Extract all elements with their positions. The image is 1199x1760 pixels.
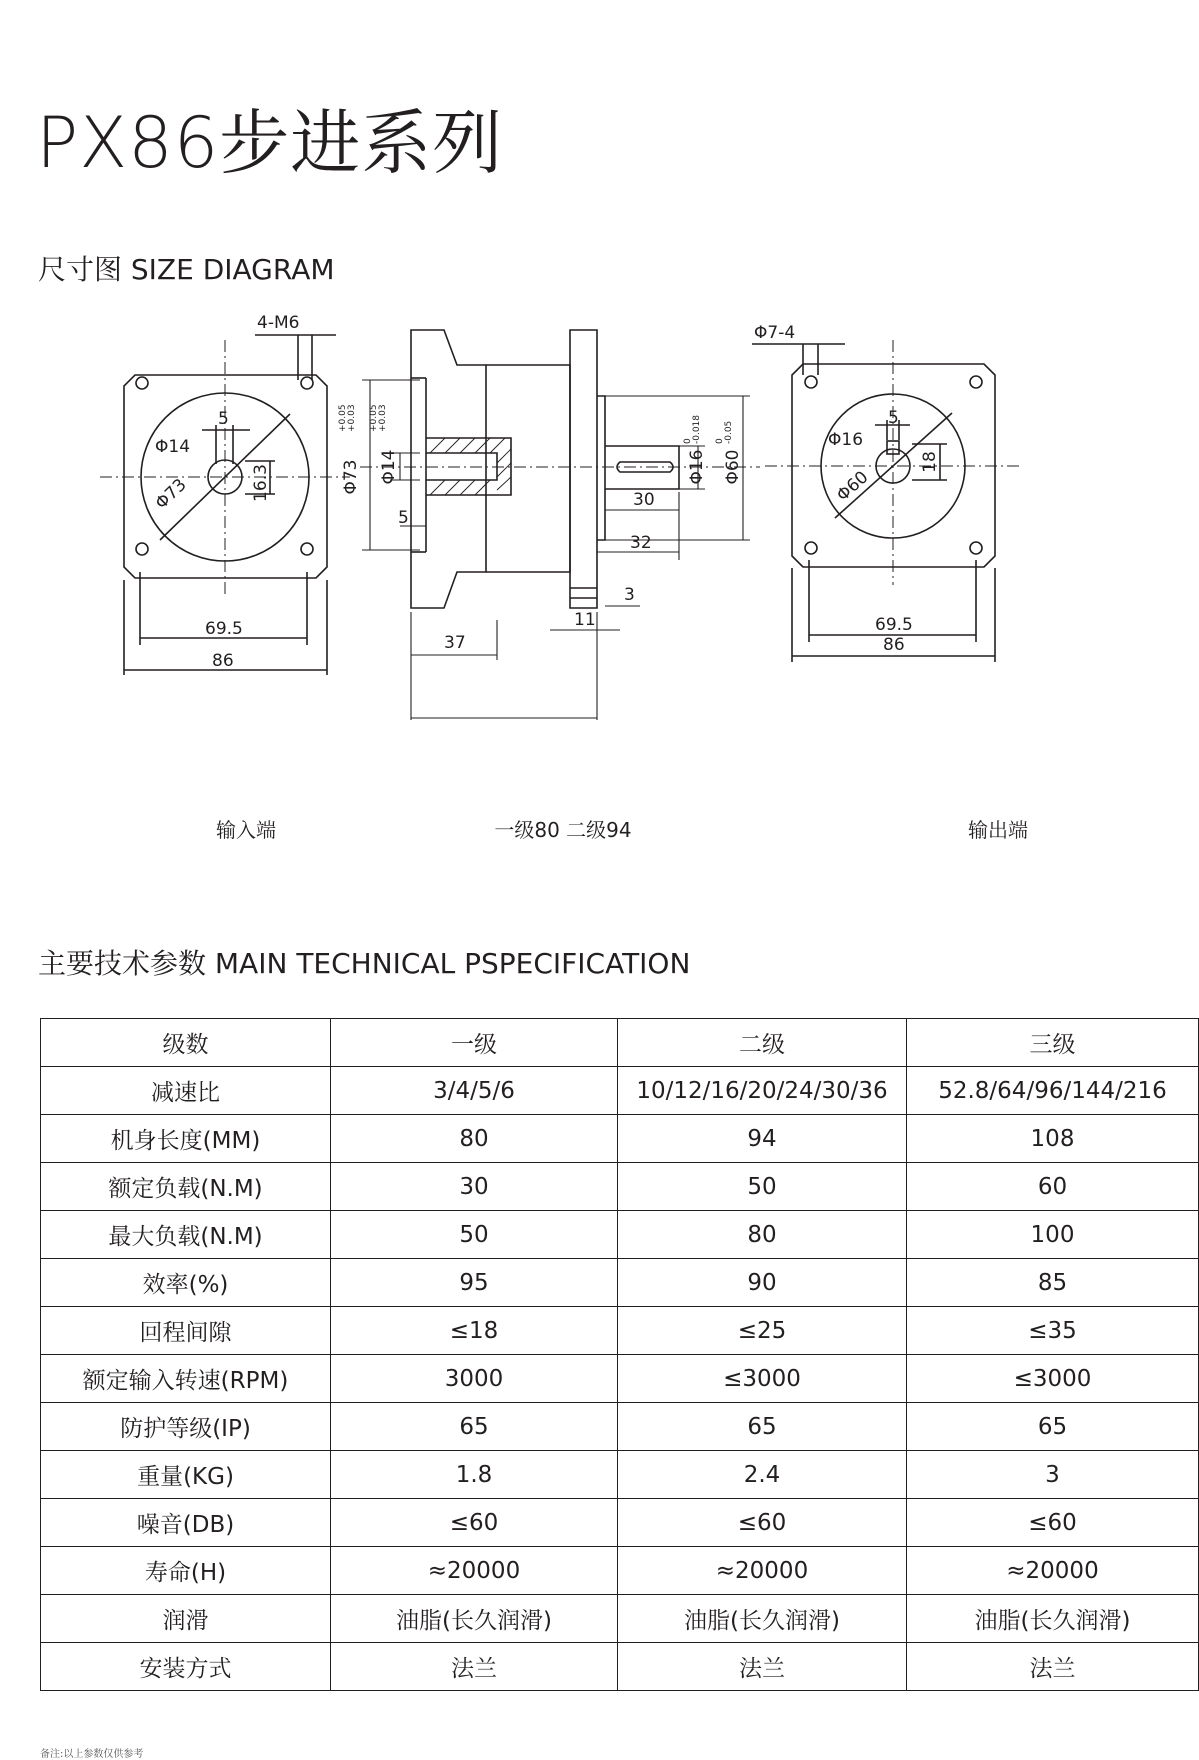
table-row [41,1451,1199,1499]
dim-output-holepitch: 69.5 [875,615,913,635]
row-label-cell: 机身长度(MM) [41,1115,331,1163]
dim-input-bore: Φ73 [151,474,191,514]
table-cell: 1.8 [331,1451,618,1499]
output-mount-hole [805,542,817,554]
dim-side-shaft: Φ14 [379,449,399,485]
dim-input-holepitch: 69.5 [205,619,243,639]
row-label-cell: 额定负载(N.M) [41,1163,331,1211]
caption-body-length: 一级80 二级94 [494,818,632,842]
input-mount-hole [301,543,313,555]
row-label-cell: 重量(KG) [41,1451,331,1499]
row-label-cell: 防护等级(IP) [41,1403,331,1451]
page-title: PX86步进系列 [36,102,504,184]
gear-housing [486,365,570,572]
table-cell: 60 [907,1163,1199,1211]
dim-side-3: 3 [624,585,635,605]
table-cell: 65 [331,1403,618,1451]
dim-side-pilot: 5 [398,508,409,528]
table-cell: 85 [907,1259,1199,1307]
table-cell: 3/4/5/6 [331,1067,618,1115]
table-cell: ≤25 [618,1307,907,1355]
table-cell: 52.8/64/96/144/216 [907,1067,1199,1115]
row-label-cell: 安装方式 [41,1643,331,1691]
output-mount-hole [970,542,982,554]
dim-input-thread: 4-M6 [257,313,300,333]
table-cell: 95 [331,1259,618,1307]
table-cell: 50 [618,1163,907,1211]
table-cell: 94 [618,1115,907,1163]
spec-header-row [41,1019,1199,1067]
spec-section-title: 主要技术参数 MAIN TECHNICAL PSPECIFICATION [38,947,691,980]
caption-input-end: 输入端 [216,818,276,842]
output-pilot [597,396,605,540]
table-row [41,1307,1199,1355]
table-cell: 法兰 [907,1643,1199,1691]
table-cell: 3000 [331,1355,618,1403]
row-label-cell: 润滑 [41,1595,331,1643]
dim-output-holes: Φ7-4 [754,323,796,343]
table-cell: ≤35 [907,1307,1199,1355]
dim-side-32: 32 [630,533,652,553]
side-view [411,330,679,608]
table-cell: ≈20000 [618,1547,907,1595]
size-diagram-title: 尺寸图 SIZE DIAGRAM [38,253,335,286]
table-cell: 法兰 [331,1643,618,1691]
table-row [41,1499,1199,1547]
table-cell: 108 [907,1115,1199,1163]
table-cell: 油脂(长久润滑) [331,1595,618,1643]
table-cell: 法兰 [618,1643,907,1691]
header-cell: 级数 [41,1019,331,1067]
table-cell: 65 [618,1403,907,1451]
table-cell: 10/12/16/20/24/30/36 [618,1067,907,1115]
table-row [41,1211,1199,1259]
output-face-view [752,344,995,662]
header-cell: 二级 [618,1019,907,1067]
table-cell: ≤18 [331,1307,618,1355]
dim-side-output-pilot: Φ60 [723,449,743,485]
dim-output-key: 5 [888,408,899,428]
table-cell: 100 [907,1211,1199,1259]
tol-out-shaft-upper: 0 [683,438,693,444]
table-row [41,1643,1199,1691]
dim-input-key: 5 [218,409,229,429]
size-diagram-svg [100,313,1140,850]
row-label-cell: 效率(%) [41,1259,331,1307]
table-cell: ≤60 [331,1499,618,1547]
row-label-cell: 最大负载(N.M) [41,1211,331,1259]
dim-side-output-shaft: Φ16 [687,449,707,485]
tol-shaft-upper: +0.05 [369,404,379,432]
table-row [41,1403,1199,1451]
table-cell: 30 [331,1163,618,1211]
table-row [41,1163,1199,1211]
dim-output-keyheight: 18 [920,451,940,473]
dim-side-bore: Φ73 [341,459,361,495]
output-mount-hole [805,376,817,388]
table-cell: 65 [907,1403,1199,1451]
table-cell: 80 [618,1211,907,1259]
table-row [41,1547,1199,1595]
table-cell: 油脂(长久润滑) [907,1595,1199,1643]
table-cell: 油脂(长久润滑) [618,1595,907,1643]
row-label-cell: 寿命(H) [41,1547,331,1595]
spec-table-body [41,1067,1199,1691]
tol-bore-upper: +0.05 [338,404,348,432]
table-cell: ≤60 [618,1499,907,1547]
table-row [41,1259,1199,1307]
row-label-cell: 额定输入转速(RPM) [41,1355,331,1403]
dim-side-11: 11 [574,610,596,630]
table-cell: ≈20000 [331,1547,618,1595]
dim-side-37: 37 [444,633,466,653]
caption-output-end: 输出端 [968,818,1028,842]
tol-out-pilot-upper: 0 [715,438,725,444]
table-row [41,1067,1199,1115]
table-cell: 90 [618,1259,907,1307]
table-cell: ≤3000 [618,1355,907,1403]
table-row [41,1595,1199,1643]
table-cell: ≈20000 [907,1547,1199,1595]
table-row [41,1355,1199,1403]
output-mount-hole [970,376,982,388]
table-cell: ≤60 [907,1499,1199,1547]
row-label-cell: 噪音(DB) [41,1499,331,1547]
header-cell: 一级 [331,1019,618,1067]
size-diagram [100,313,1140,850]
table-cell: ≤3000 [907,1355,1199,1403]
table-cell: 50 [331,1211,618,1259]
dim-input-flange: 86 [212,651,234,671]
dim-output-shaft: Φ16 [828,430,864,450]
footnote: 备注:以上参数仅供参考 [40,1749,144,1760]
dim-output-pilot: Φ60 [832,467,873,506]
input-mount-hole [136,543,148,555]
dim-input-shaft: Φ14 [155,437,191,457]
tol-out-shaft-lower: -0.018 [692,414,702,444]
tol-shaft-lower: +0.03 [378,404,388,432]
input-housing [411,330,486,608]
dim-output-flange: 86 [883,635,905,655]
header-cell: 三级 [907,1019,1199,1067]
row-label-cell: 回程间隙 [41,1307,331,1355]
spec-table [40,1018,1199,1691]
row-label-cell: 减速比 [41,1067,331,1115]
output-flange [570,330,597,608]
dim-side-30: 30 [633,490,655,510]
table-cell: 3 [907,1451,1199,1499]
input-mount-hole [136,377,148,389]
tol-bore-lower: +0.03 [347,404,357,432]
table-cell: 80 [331,1115,618,1163]
table-cell: 2.4 [618,1451,907,1499]
dim-input-keyheight: 16.3 [251,464,271,502]
tol-out-pilot-lower: -0.05 [724,420,734,444]
table-row [41,1115,1199,1163]
